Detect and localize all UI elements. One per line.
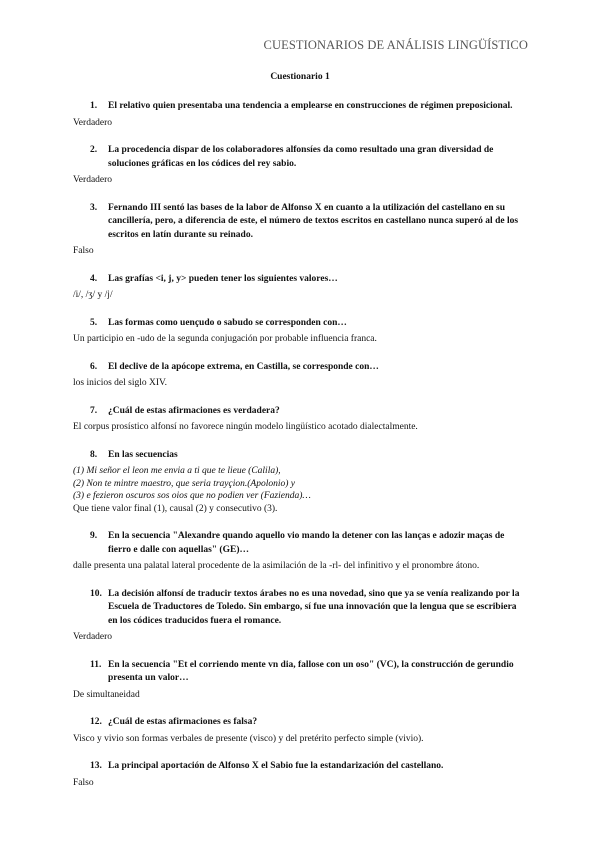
question-stem — [90, 361, 520, 375]
question-item — [0, 361, 600, 391]
question-text: La principal aportación de Alfonso X el Sabio fue la estandarización del castellano. — [108, 761, 444, 771]
question-number: 1. — [90, 101, 98, 111]
question-item — [0, 716, 600, 746]
answer-text: De simultaneidad — [73, 689, 140, 700]
answer-text: Falso — [73, 777, 94, 788]
question-text: Las grafías <i, j, y> pueden tener los siguientes valores… — [108, 273, 338, 284]
question-number: 5. — [90, 317, 98, 328]
answer-text: Falso — [73, 246, 94, 256]
question-item — [0, 202, 600, 259]
questionnaire-title: Cuestionario 1 — [270, 72, 330, 82]
question-stem — [90, 449, 520, 463]
question-number: 7. — [90, 405, 98, 416]
question-number: 3. — [90, 202, 98, 213]
question-text: ¿Cuál de estas afirmaciones es verdadera? — [108, 405, 280, 416]
question-stem — [90, 144, 520, 171]
question-number: 4. — [90, 273, 98, 284]
question-number: 10. — [90, 588, 102, 599]
question-text: En la secuencia "Et el corriendo mente vn dia, fallose con un oso" (VC), la construcción de gerundio presenta un valor… — [108, 659, 514, 683]
question-stem — [90, 317, 520, 331]
question-text: El relativo quien presentaba una tendencia a emplearse en construcciones de régimen preposicional. — [108, 101, 513, 111]
question-stem — [90, 100, 520, 114]
answer-text: El corpus prosístico alfonsí no favorece ningún modelo lingüístico acotado dialectalmente. — [73, 422, 418, 432]
question-number: 13. — [90, 761, 102, 771]
question-text: ¿Cuál de estas afirmaciones es falsa? — [108, 717, 258, 727]
example-sequence-line: (3) e fezieron oscuros sos oios que no podien ver (Fazienda)… — [73, 491, 311, 501]
question-text: El declive de la apócope extrema, en Castilla, se corresponde con… — [108, 361, 379, 372]
question-number: 6. — [90, 361, 98, 372]
question-text: La decisión alfonsí de traducir textos árabes no es una novedad, sino que ya se venía realizando por la Escuela de Traductores de Toledo. Sin embargo, sí fue una innovación que la lengua que se escribiera en los códices traducidos fuera el romance. — [108, 588, 520, 626]
answer-text: Verdadero — [73, 632, 113, 642]
question-number: 11. — [90, 659, 102, 670]
question-text: Fernando III sentó las bases de la labor de Alfonso X en cuanto a la utilización del castellano en su cancillería, pero, a diferencia de este, el número de textos escritos en castellano nunca superó al de los escritos en latín durante su reinado. — [108, 202, 519, 240]
question-number: 12. — [90, 717, 102, 727]
question-stem — [90, 405, 520, 419]
question-item — [0, 659, 600, 703]
question-item — [0, 449, 600, 517]
answer-text: dalle presenta una palatal lateral procedente de la asimilación de la -rl- del infinitivo y el pronombre átono. — [73, 561, 480, 571]
question-text: En las secuencias — [108, 449, 178, 460]
answer-text: /i/, /ʒ/ y /j/ — [73, 290, 113, 300]
example-sequence-line: (2) Non te mintre maestro, que seria trayçion.(Apolonio) y — [73, 478, 295, 489]
answer-text: los inicios del siglo XIV. — [73, 378, 168, 388]
question-item — [0, 530, 600, 574]
question-item — [0, 273, 600, 303]
example-sequences — [0, 465, 600, 503]
question-stem — [90, 202, 520, 243]
answer-text: Un participio en -udo de la segunda conjugación por probable influencia franca. — [73, 334, 377, 344]
question-number: 8. — [90, 449, 98, 460]
page-header: CUESTIONARIOS DE ANÁLISIS LINGÜÍSTICO — [263, 38, 528, 52]
answer-text: Verdadero — [73, 117, 113, 128]
question-text: Las formas como uençudo o sabudo se corresponden con… — [108, 317, 347, 328]
question-item — [0, 100, 600, 130]
question-number: 2. — [90, 145, 98, 155]
question-item — [0, 317, 600, 347]
question-stem — [90, 588, 520, 629]
question-list — [0, 100, 600, 804]
question-item — [0, 405, 600, 435]
question-text: La procedencia dispar de los colaboradores alfonsíes da como resultado una gran diversidad de soluciones gráficas en los códices del rey sabio. — [108, 145, 494, 169]
answer-text: Que tiene valor final (1), causal (2) y consecutivo (3). — [73, 503, 278, 514]
example-sequence-line: (1) Mi señor el leon me envia a ti que te lieue (Calila), — [73, 466, 281, 476]
answer-text: Visco y vivio son formas verbales de presente (visco) y del pretérito perfecto simple (vivio). — [73, 733, 424, 744]
question-stem — [90, 659, 520, 686]
answer-text: Verdadero — [73, 175, 113, 185]
question-number: 9. — [90, 531, 98, 541]
question-stem — [90, 716, 520, 730]
question-item — [0, 588, 600, 645]
question-text: En la secuencia "Alexandre quando aquello vio mando la detener con las lanças e adozir maças de fierro e dalle con aquellas" (GE)… — [108, 531, 505, 555]
question-stem — [90, 530, 520, 557]
question-item — [0, 760, 600, 790]
question-item — [0, 144, 600, 188]
question-stem — [90, 273, 520, 287]
question-stem — [90, 760, 520, 774]
